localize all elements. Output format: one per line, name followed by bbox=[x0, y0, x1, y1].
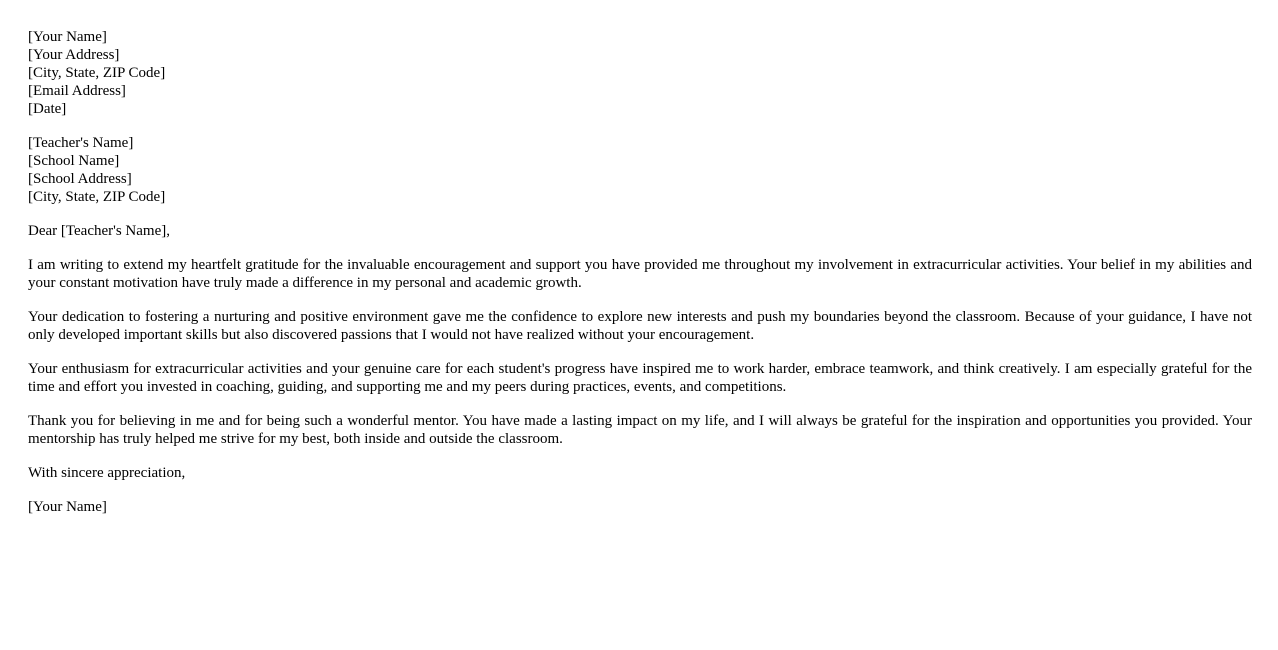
letter bbox=[28, 28, 1252, 532]
recipient-name: [Teacher's Name] bbox=[28, 135, 134, 151]
sender-name: [Your Name] bbox=[28, 29, 107, 45]
sender-address: [Your Address] bbox=[28, 47, 120, 63]
sender-address-block bbox=[28, 28, 1252, 118]
body-paragraph: I am writing to extend my heartfelt gratitude for the invaluable encouragement and support you have provided me throughout my involvement in extracurricular activities. Your belief in my abilities and your constant motivation have truly made a difference in my personal and academic growth. bbox=[28, 257, 1252, 291]
recipient-school-address: [School Address] bbox=[28, 171, 132, 187]
body-paragraph: Your enthusiasm for extracurricular activities and your genuine care for each student's progress have inspired me to work harder, embrace teamwork, and think creatively. I am especially grateful for the time and effort you invested in coaching, guiding, and supporting me and my peers during practices, events, and competitions. bbox=[28, 361, 1252, 395]
recipient-address-block bbox=[28, 134, 1252, 206]
body-paragraph: Your dedication to fostering a nurturing and positive environment gave me the confidence to explore new interests and push my boundaries beyond the classroom. Because of your guidance, I have not only developed important skills but also discovered passions that I would not have realized without your encouragement. bbox=[28, 309, 1252, 343]
sender-city-state-zip: [City, State, ZIP Code] bbox=[28, 65, 166, 81]
letter-date: [Date] bbox=[28, 101, 67, 117]
closing: With sincere appreciation, bbox=[28, 465, 186, 481]
signature: [Your Name] bbox=[28, 499, 107, 515]
recipient-city-state-zip: [City, State, ZIP Code] bbox=[28, 189, 166, 205]
body-paragraph: Thank you for believing in me and for being such a wonderful mentor. You have made a lasting impact on my life, and I will always be grateful for the inspiration and opportunities you provided. Your mentorship has truly helped me strive for my best, both inside and outside the classroom. bbox=[28, 413, 1252, 447]
sender-email: [Email Address] bbox=[28, 83, 126, 99]
salutation: Dear [Teacher's Name], bbox=[28, 223, 170, 239]
recipient-school-name: [School Name] bbox=[28, 153, 120, 169]
